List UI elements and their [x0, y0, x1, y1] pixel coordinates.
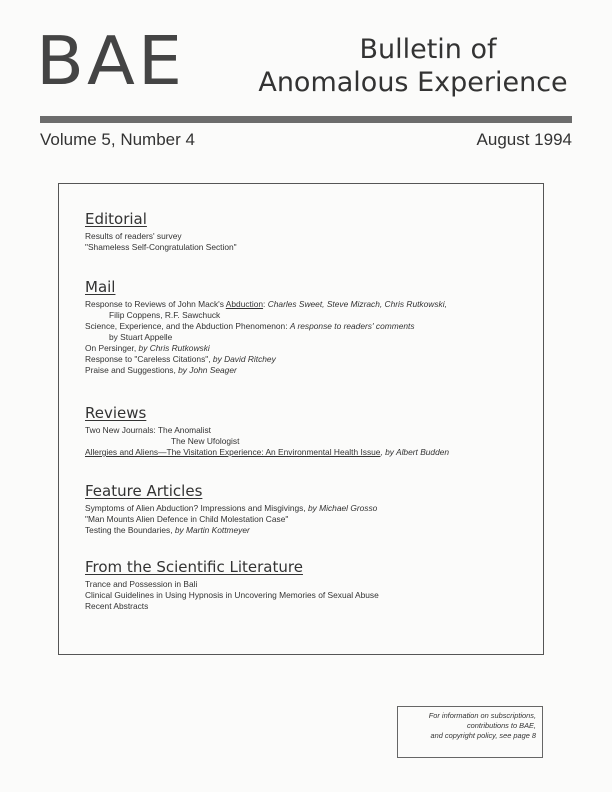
- list-item[interactable]: Results of readers' survey: [85, 231, 182, 241]
- item-text: Response to "Careless Citations",: [85, 354, 213, 364]
- item-text: Testing the Boundaries,: [85, 525, 175, 535]
- item-subtitle: A response to readers' comments: [289, 321, 415, 331]
- item-author: by Michael Grosso: [307, 503, 378, 513]
- section-mail: [85, 278, 541, 376]
- bulletin-title: [258, 34, 568, 100]
- list-item[interactable]: Two New Journals: The Anomalist: [85, 425, 211, 435]
- list-item[interactable]: Recent Abstracts: [85, 601, 149, 611]
- item-author: , by Albert Budden: [380, 447, 450, 457]
- section-heading[interactable]: Mail: [85, 278, 116, 296]
- list-item[interactable]: [85, 525, 541, 536]
- list-item[interactable]: [85, 447, 541, 458]
- note-line-3: and copyright policy, see page 8: [430, 731, 536, 740]
- title-line-1: Bulletin of: [359, 34, 497, 65]
- section-heading[interactable]: From the Scientific Literature: [85, 558, 303, 576]
- item-sep: :: [263, 299, 268, 309]
- item-text: Praise and Suggestions,: [85, 365, 179, 375]
- table-of-contents: [58, 183, 544, 655]
- list-item-continued: by Stuart Appelle: [109, 332, 173, 342]
- section-scientific-literature: [85, 558, 541, 612]
- book-title: Abduction: [225, 299, 264, 309]
- list-item[interactable]: [85, 299, 541, 310]
- title-line-2: Anomalous Experience: [258, 67, 568, 98]
- bae-logo: BAE: [36, 22, 186, 100]
- section-reviews: [85, 404, 541, 458]
- item-text: Response to Reviews of John Mack's: [85, 299, 226, 309]
- list-item[interactable]: "Man Mounts Alien Defence in Child Molestation Case": [85, 514, 289, 524]
- item-text: Symptoms of Alien Abduction? Impressions and Misgivings,: [85, 503, 308, 513]
- list-item-continued: Filip Coppens, R.F. Sawchuck: [109, 310, 221, 320]
- item-author: by John Seager: [178, 365, 237, 375]
- section-feature-articles: [85, 482, 541, 536]
- subscription-note: [397, 706, 543, 758]
- item-author: by Chris Rutkowski: [138, 343, 210, 353]
- item-author: by Martin Kottmeyer: [174, 525, 250, 535]
- list-item[interactable]: [85, 343, 541, 354]
- item-text: On Persinger,: [85, 343, 139, 353]
- list-item[interactable]: [85, 354, 541, 365]
- item-author: by David Ritchey: [212, 354, 276, 364]
- list-item[interactable]: Trance and Possession in Bali: [85, 579, 198, 589]
- list-item[interactable]: [85, 321, 541, 332]
- item-title: Allergies and Aliens—The Visitation Experience: An Environmental Health Issue: [85, 447, 381, 457]
- note-line-2: contributions to BAE,: [466, 721, 536, 730]
- list-item[interactable]: The New Ufologist: [171, 436, 240, 446]
- section-heading[interactable]: Feature Articles: [85, 482, 203, 500]
- list-item[interactable]: "Shameless Self-Congratulation Section": [85, 242, 237, 252]
- section-heading[interactable]: Editorial: [85, 210, 147, 228]
- list-item[interactable]: [85, 365, 541, 376]
- issue-date: August 1994: [476, 130, 572, 149]
- list-item[interactable]: [85, 503, 541, 514]
- item-text: Science, Experience, and the Abduction Phenomenon:: [85, 321, 290, 331]
- masthead-rule: [40, 116, 572, 123]
- note-line-1: For information on subscriptions,: [428, 711, 536, 720]
- volume-number: Volume 5, Number 4: [40, 130, 195, 149]
- item-author: Charles Sweet, Steve Mizrach, Chris Rutkowski,: [267, 299, 447, 309]
- section-editorial: [85, 210, 541, 253]
- section-heading[interactable]: Reviews: [85, 404, 147, 422]
- list-item[interactable]: Clinical Guidelines in Using Hypnosis in Uncovering Memories of Sexual Abuse: [85, 590, 379, 600]
